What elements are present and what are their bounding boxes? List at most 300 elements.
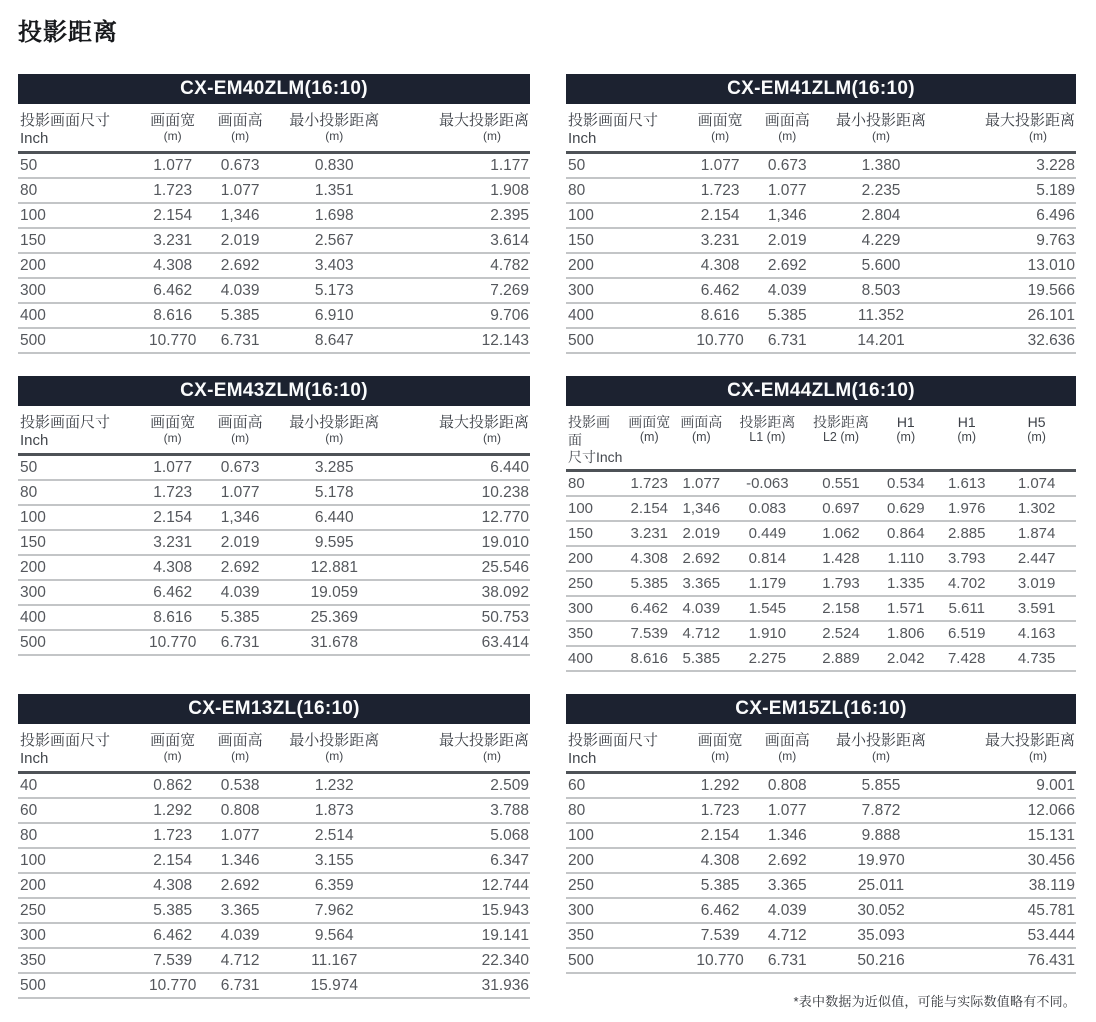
cell: 1.077 bbox=[751, 178, 825, 203]
cell: 7.269 bbox=[392, 278, 530, 303]
cell: 1.077 bbox=[203, 178, 277, 203]
cell: 2.692 bbox=[675, 546, 728, 571]
cell: 200 bbox=[566, 253, 690, 278]
cell: 0.830 bbox=[277, 153, 392, 179]
cell: 7.539 bbox=[690, 923, 751, 948]
column-header: 最大投影距离 (m) bbox=[938, 104, 1076, 153]
cell: 80 bbox=[18, 178, 142, 203]
cell: 150 bbox=[566, 228, 690, 253]
column-header: H1 (m) bbox=[936, 406, 997, 471]
table-model-label: CX-EM44ZLM(16:10) bbox=[727, 380, 915, 401]
table-row bbox=[18, 823, 530, 848]
column-header: 画面高 (m) bbox=[751, 104, 825, 153]
cell: 300 bbox=[18, 923, 142, 948]
cell: 9.564 bbox=[277, 923, 392, 948]
cell: 500 bbox=[18, 630, 142, 655]
projection-table bbox=[18, 74, 530, 354]
cell: 8.503 bbox=[824, 278, 938, 303]
cell: 2.692 bbox=[203, 253, 277, 278]
cell: 2.154 bbox=[142, 203, 203, 228]
cell: 2.154 bbox=[624, 496, 675, 521]
table-row bbox=[18, 898, 530, 923]
cell: 1.062 bbox=[807, 521, 876, 546]
cell: 4.735 bbox=[997, 646, 1076, 671]
table-row bbox=[18, 253, 530, 278]
cell: 0.538 bbox=[203, 773, 277, 799]
table-title-bar bbox=[566, 694, 1076, 724]
cell: 31.936 bbox=[392, 973, 530, 998]
cell: 350 bbox=[18, 948, 142, 973]
cell: 9.001 bbox=[938, 773, 1076, 799]
cell: 2.042 bbox=[875, 646, 936, 671]
cell: 2.154 bbox=[690, 823, 751, 848]
cell: 5.178 bbox=[277, 480, 392, 505]
table-row bbox=[566, 596, 1076, 621]
cell: 1.806 bbox=[875, 621, 936, 646]
cell: 1.874 bbox=[997, 521, 1076, 546]
projection-distance-table bbox=[18, 104, 530, 354]
cell: 80 bbox=[18, 823, 142, 848]
cell: -0.063 bbox=[728, 471, 807, 497]
cell: 19.010 bbox=[392, 530, 530, 555]
table-body bbox=[566, 471, 1076, 672]
cell: 4.039 bbox=[203, 923, 277, 948]
cell: 1.723 bbox=[690, 178, 751, 203]
cell: 10.770 bbox=[690, 948, 751, 973]
cell: 150 bbox=[566, 521, 624, 546]
cell: 500 bbox=[18, 973, 142, 998]
table-model-label: CX-EM41ZLM(16:10) bbox=[727, 78, 915, 99]
column-header: H1 (m) bbox=[875, 406, 936, 471]
cell: 1.077 bbox=[203, 823, 277, 848]
table-row bbox=[18, 580, 530, 605]
cell: 5.611 bbox=[936, 596, 997, 621]
cell: 12.143 bbox=[392, 328, 530, 353]
cell: 9.706 bbox=[392, 303, 530, 328]
cell: 0.673 bbox=[203, 153, 277, 179]
cell: 0.449 bbox=[728, 521, 807, 546]
cell: 100 bbox=[566, 496, 624, 521]
table-body bbox=[18, 455, 530, 656]
cell: 26.101 bbox=[938, 303, 1076, 328]
column-header: 画面宽 (m) bbox=[690, 724, 751, 773]
cell: 1.976 bbox=[936, 496, 997, 521]
cell: 2.692 bbox=[751, 253, 825, 278]
cell: 2.567 bbox=[277, 228, 392, 253]
cell: 6.910 bbox=[277, 303, 392, 328]
cell: 100 bbox=[18, 848, 142, 873]
table-model-label: CX-EM43ZLM(16:10) bbox=[180, 380, 368, 401]
projection-distance-table bbox=[566, 104, 1076, 354]
projection-table bbox=[18, 694, 530, 999]
cell: 7.428 bbox=[936, 646, 997, 671]
cell: 2.154 bbox=[142, 505, 203, 530]
cell: 15.974 bbox=[277, 973, 392, 998]
table-row bbox=[18, 605, 530, 630]
table-row bbox=[566, 571, 1076, 596]
table-row bbox=[566, 546, 1076, 571]
cell: 8.647 bbox=[277, 328, 392, 353]
table-row bbox=[566, 621, 1076, 646]
cell: 30.456 bbox=[938, 848, 1076, 873]
cell: 1.077 bbox=[675, 471, 728, 497]
cell: 400 bbox=[18, 605, 142, 630]
cell: 3.231 bbox=[142, 228, 203, 253]
cell: 2.154 bbox=[142, 848, 203, 873]
footnote: *表中数据为近似值，可能与实际数值略有不同。 bbox=[793, 994, 1076, 1009]
cell: 2.158 bbox=[807, 596, 876, 621]
cell: 4.782 bbox=[392, 253, 530, 278]
table-row bbox=[566, 646, 1076, 671]
table-row bbox=[18, 228, 530, 253]
cell: 0.808 bbox=[751, 773, 825, 799]
table-model-label: CX-EM40ZLM(16:10) bbox=[180, 78, 368, 99]
cell: 2.019 bbox=[751, 228, 825, 253]
cell: 200 bbox=[566, 546, 624, 571]
cell: 4.039 bbox=[203, 580, 277, 605]
cell: 1.910 bbox=[728, 621, 807, 646]
cell: 100 bbox=[18, 505, 142, 530]
cell: 1.177 bbox=[392, 153, 530, 179]
cell: 250 bbox=[566, 571, 624, 596]
cell: 1,346 bbox=[751, 203, 825, 228]
cell: 0.814 bbox=[728, 546, 807, 571]
cell: 5.068 bbox=[392, 823, 530, 848]
cell: 1.873 bbox=[277, 798, 392, 823]
cell: 1.077 bbox=[142, 153, 203, 179]
cell: 3.231 bbox=[142, 530, 203, 555]
cell: 3.788 bbox=[392, 798, 530, 823]
cell: 11.352 bbox=[824, 303, 938, 328]
column-header: 投影画面尺寸 Inch bbox=[18, 104, 142, 153]
cell: 1,346 bbox=[203, 505, 277, 530]
cell: 300 bbox=[566, 278, 690, 303]
cell: 1.908 bbox=[392, 178, 530, 203]
column-header-row bbox=[18, 724, 530, 773]
column-header: 最大投影距离 (m) bbox=[392, 104, 530, 153]
table-row bbox=[566, 521, 1076, 546]
cell: 80 bbox=[18, 480, 142, 505]
table-row bbox=[18, 480, 530, 505]
table-row bbox=[566, 798, 1076, 823]
table-row bbox=[18, 630, 530, 655]
column-header: 画面高 (m) bbox=[675, 406, 728, 471]
cell: 50 bbox=[18, 153, 142, 179]
cell: 7.872 bbox=[824, 798, 938, 823]
cell: 12.881 bbox=[277, 555, 392, 580]
cell: 1.179 bbox=[728, 571, 807, 596]
table-model-label: CX-EM13ZL(16:10) bbox=[188, 698, 360, 719]
table-title-bar bbox=[566, 376, 1076, 406]
cell: 3.365 bbox=[203, 898, 277, 923]
cell: 6.731 bbox=[203, 630, 277, 655]
cell: 50 bbox=[566, 153, 690, 179]
cell: 60 bbox=[566, 773, 690, 799]
cell: 80 bbox=[566, 471, 624, 497]
cell: 6.731 bbox=[751, 948, 825, 973]
table-row bbox=[18, 798, 530, 823]
table-row bbox=[18, 530, 530, 555]
column-header: 投影画面 尺寸Inch bbox=[566, 406, 624, 471]
cell: 60 bbox=[18, 798, 142, 823]
cell: 2.524 bbox=[807, 621, 876, 646]
table-body bbox=[566, 153, 1076, 354]
cell: 19.566 bbox=[938, 278, 1076, 303]
table-model-label: CX-EM15ZL(16:10) bbox=[735, 698, 907, 719]
cell: 10.770 bbox=[142, 973, 203, 998]
cell: 500 bbox=[18, 328, 142, 353]
cell: 350 bbox=[566, 923, 690, 948]
cell: 1.110 bbox=[875, 546, 936, 571]
cell: 0.551 bbox=[807, 471, 876, 497]
cell: 63.414 bbox=[392, 630, 530, 655]
cell: 1.302 bbox=[997, 496, 1076, 521]
cell: 10.770 bbox=[690, 328, 751, 353]
cell: 8.616 bbox=[690, 303, 751, 328]
cell: 12.744 bbox=[392, 873, 530, 898]
cell: 13.010 bbox=[938, 253, 1076, 278]
table-title-bar bbox=[18, 376, 530, 406]
projection-distance-table bbox=[566, 406, 1076, 672]
cell: 250 bbox=[18, 898, 142, 923]
page-title: 投影距离 bbox=[18, 19, 118, 46]
cell: 50.753 bbox=[392, 605, 530, 630]
table-row bbox=[566, 773, 1076, 799]
column-header-row bbox=[566, 104, 1076, 153]
cell: 6.462 bbox=[690, 898, 751, 923]
cell: 12.066 bbox=[938, 798, 1076, 823]
cell: 5.385 bbox=[203, 605, 277, 630]
cell: 3.403 bbox=[277, 253, 392, 278]
cell: 1,346 bbox=[203, 203, 277, 228]
column-header: 投影距离 L1 (m) bbox=[728, 406, 807, 471]
cell: 4.039 bbox=[751, 278, 825, 303]
column-header-row bbox=[566, 406, 1076, 471]
table-row bbox=[566, 848, 1076, 873]
table-row bbox=[566, 328, 1076, 353]
cell: 0.083 bbox=[728, 496, 807, 521]
cell: 5.385 bbox=[690, 873, 751, 898]
cell: 5.173 bbox=[277, 278, 392, 303]
tables-grid bbox=[18, 74, 1076, 999]
cell: 0.862 bbox=[142, 773, 203, 799]
column-header: 最小投影距离 (m) bbox=[277, 406, 392, 455]
cell: 5.385 bbox=[142, 898, 203, 923]
table-row bbox=[18, 328, 530, 353]
table-row bbox=[566, 303, 1076, 328]
table-row bbox=[566, 823, 1076, 848]
cell: 35.093 bbox=[824, 923, 938, 948]
cell: 3.614 bbox=[392, 228, 530, 253]
cell: 15.131 bbox=[938, 823, 1076, 848]
table-row bbox=[18, 178, 530, 203]
cell: 200 bbox=[18, 555, 142, 580]
column-header-row bbox=[18, 406, 530, 455]
cell: 5.385 bbox=[675, 646, 728, 671]
cell: 0.673 bbox=[203, 455, 277, 481]
table-row bbox=[18, 555, 530, 580]
table-row bbox=[18, 505, 530, 530]
cell: 100 bbox=[566, 203, 690, 228]
cell: 2.692 bbox=[203, 873, 277, 898]
table-row bbox=[566, 253, 1076, 278]
cell: 3.365 bbox=[675, 571, 728, 596]
table-row bbox=[566, 873, 1076, 898]
cell: 1.346 bbox=[751, 823, 825, 848]
cell: 250 bbox=[566, 873, 690, 898]
cell: 300 bbox=[566, 898, 690, 923]
cell: 2.275 bbox=[728, 646, 807, 671]
table-title-bar bbox=[566, 74, 1076, 104]
table-row bbox=[18, 455, 530, 481]
table-body bbox=[566, 773, 1076, 974]
cell: 10.238 bbox=[392, 480, 530, 505]
column-header: 投影画面尺寸 Inch bbox=[566, 724, 690, 773]
cell: 25.011 bbox=[824, 873, 938, 898]
cell: 25.369 bbox=[277, 605, 392, 630]
cell: 6.731 bbox=[751, 328, 825, 353]
cell: 6.462 bbox=[142, 580, 203, 605]
cell: 1.232 bbox=[277, 773, 392, 799]
projection-distance-table bbox=[566, 724, 1076, 974]
column-header: 最小投影距离 (m) bbox=[277, 104, 392, 153]
table-row bbox=[18, 948, 530, 973]
cell: 25.546 bbox=[392, 555, 530, 580]
projection-table bbox=[566, 694, 1076, 999]
cell: 4.039 bbox=[203, 278, 277, 303]
cell: 4.308 bbox=[624, 546, 675, 571]
cell: 0.673 bbox=[751, 153, 825, 179]
cell: 19.141 bbox=[392, 923, 530, 948]
cell: 300 bbox=[18, 278, 142, 303]
cell: 3.365 bbox=[751, 873, 825, 898]
cell: 8.616 bbox=[142, 605, 203, 630]
cell: 1.698 bbox=[277, 203, 392, 228]
cell: 6.462 bbox=[142, 923, 203, 948]
cell: 1.613 bbox=[936, 471, 997, 497]
cell: 1.077 bbox=[203, 480, 277, 505]
cell: 38.092 bbox=[392, 580, 530, 605]
table-row bbox=[566, 923, 1076, 948]
cell: 400 bbox=[18, 303, 142, 328]
cell: 1.074 bbox=[997, 471, 1076, 497]
cell: 1.571 bbox=[875, 596, 936, 621]
cell: 2.019 bbox=[203, 530, 277, 555]
cell: 3.285 bbox=[277, 455, 392, 481]
cell: 30.052 bbox=[824, 898, 938, 923]
cell: 2.804 bbox=[824, 203, 938, 228]
cell: 1.428 bbox=[807, 546, 876, 571]
cell: 7.962 bbox=[277, 898, 392, 923]
cell: 31.678 bbox=[277, 630, 392, 655]
cell: 1.723 bbox=[142, 823, 203, 848]
cell: 1.545 bbox=[728, 596, 807, 621]
table-row bbox=[18, 923, 530, 948]
cell: 9.595 bbox=[277, 530, 392, 555]
cell: 45.781 bbox=[938, 898, 1076, 923]
cell: 3.793 bbox=[936, 546, 997, 571]
column-header: 画面高 (m) bbox=[203, 104, 277, 153]
cell: 500 bbox=[566, 328, 690, 353]
cell: 19.970 bbox=[824, 848, 938, 873]
column-header-row bbox=[18, 104, 530, 153]
table-row bbox=[566, 471, 1076, 497]
table-row bbox=[18, 153, 530, 179]
cell: 150 bbox=[18, 228, 142, 253]
cell: 1,346 bbox=[675, 496, 728, 521]
cell: 5.385 bbox=[203, 303, 277, 328]
cell: 1.335 bbox=[875, 571, 936, 596]
cell: 4.712 bbox=[203, 948, 277, 973]
cell: 2.154 bbox=[690, 203, 751, 228]
column-header: 画面宽 (m) bbox=[142, 406, 203, 455]
cell: 9.763 bbox=[938, 228, 1076, 253]
cell: 6.359 bbox=[277, 873, 392, 898]
table-row bbox=[18, 773, 530, 799]
cell: 50.216 bbox=[824, 948, 938, 973]
cell: 150 bbox=[18, 530, 142, 555]
cell: 300 bbox=[566, 596, 624, 621]
cell: 8.616 bbox=[142, 303, 203, 328]
cell: 10.770 bbox=[142, 630, 203, 655]
cell: 6.347 bbox=[392, 848, 530, 873]
cell: 100 bbox=[18, 203, 142, 228]
cell: 4.163 bbox=[997, 621, 1076, 646]
cell: 5.855 bbox=[824, 773, 938, 799]
cell: 6.462 bbox=[624, 596, 675, 621]
cell: 2.692 bbox=[751, 848, 825, 873]
cell: 2.514 bbox=[277, 823, 392, 848]
projection-distance-table bbox=[18, 406, 530, 656]
table-row bbox=[566, 153, 1076, 179]
table-row bbox=[18, 848, 530, 873]
cell: 53.444 bbox=[938, 923, 1076, 948]
table-body bbox=[18, 773, 530, 999]
cell: 2.395 bbox=[392, 203, 530, 228]
cell: 6.462 bbox=[690, 278, 751, 303]
cell: 19.059 bbox=[277, 580, 392, 605]
table-row bbox=[566, 496, 1076, 521]
cell: 8.616 bbox=[624, 646, 675, 671]
cell: 0.629 bbox=[875, 496, 936, 521]
column-header: 最大投影距离 (m) bbox=[938, 724, 1076, 773]
table-row bbox=[566, 898, 1076, 923]
column-header: 最小投影距离 (m) bbox=[277, 724, 392, 773]
cell: 4.308 bbox=[142, 253, 203, 278]
cell: 2.235 bbox=[824, 178, 938, 203]
cell: 350 bbox=[566, 621, 624, 646]
cell: 1.077 bbox=[751, 798, 825, 823]
cell: 1.723 bbox=[624, 471, 675, 497]
cell: 6.519 bbox=[936, 621, 997, 646]
cell: 76.431 bbox=[938, 948, 1076, 973]
cell: 1.351 bbox=[277, 178, 392, 203]
cell: 3.231 bbox=[690, 228, 751, 253]
cell: 2.509 bbox=[392, 773, 530, 799]
cell: 80 bbox=[566, 178, 690, 203]
column-header: 画面宽 (m) bbox=[624, 406, 675, 471]
column-header: 最大投影距离 (m) bbox=[392, 724, 530, 773]
cell: 6.462 bbox=[142, 278, 203, 303]
cell: 6.440 bbox=[392, 455, 530, 481]
cell: 200 bbox=[18, 253, 142, 278]
cell: 7.539 bbox=[624, 621, 675, 646]
cell: 4.712 bbox=[751, 923, 825, 948]
cell: 1.077 bbox=[142, 455, 203, 481]
cell: 2.447 bbox=[997, 546, 1076, 571]
column-header: 画面宽 (m) bbox=[142, 104, 203, 153]
column-header: 投影画面尺寸 Inch bbox=[18, 724, 142, 773]
